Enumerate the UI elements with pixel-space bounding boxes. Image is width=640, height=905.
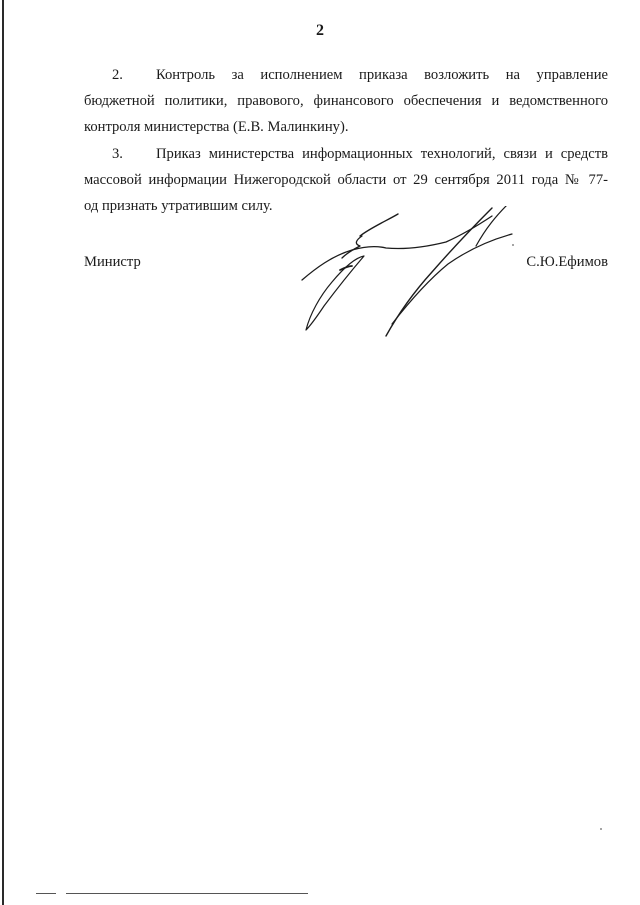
footer-rule	[36, 893, 56, 894]
page-number: 2	[316, 22, 324, 39]
paragraph-2	[84, 62, 608, 140]
footer-rule	[66, 893, 308, 894]
item-number: 3.	[112, 146, 123, 162]
paragraph-line	[84, 141, 608, 167]
signatory-name: С.Ю.Ефимов	[526, 254, 608, 270]
line-text: Приказ министерства информационных технологий, связи и средств	[156, 146, 608, 162]
paragraph-line: контроля министерства (Е.В. Малинкину).	[84, 119, 349, 135]
scan-speck	[600, 828, 602, 830]
paragraph-line: од признать утратившим силу.	[84, 198, 273, 214]
scan-left-edge	[2, 0, 4, 905]
handwritten-signature	[296, 206, 536, 342]
scan-speck	[512, 244, 514, 246]
signatory-title: Министр	[84, 254, 141, 270]
item-number: 2.	[112, 67, 123, 83]
line-text: Контроль за исполнением приказа возложить на управление	[156, 67, 608, 83]
paragraph-line: бюджетной политики, правового, финансового обеспечения и ведомственного	[84, 93, 608, 109]
paragraph-line: массовой информации Нижегородской области от 29 сентября 2011 года № 77-	[84, 172, 608, 188]
paragraph-line	[84, 62, 608, 88]
